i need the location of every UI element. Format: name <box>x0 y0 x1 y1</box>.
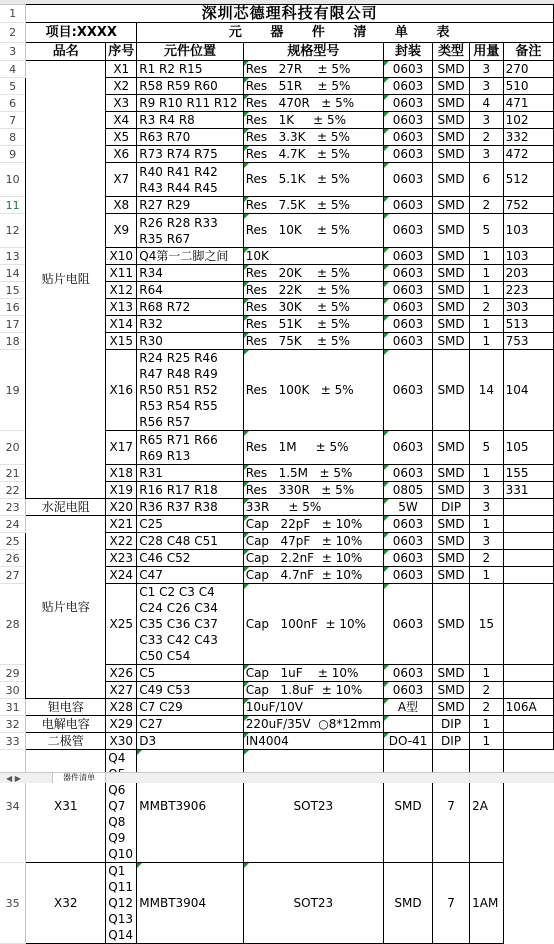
seq-cell[interactable]: X8 <box>106 197 137 214</box>
type-cell[interactable]: SMD <box>433 78 470 95</box>
seq-cell[interactable]: X18 <box>106 465 137 482</box>
note-cell[interactable] <box>503 516 553 533</box>
position-cell[interactable]: R26 R28 R33 R35 R67 <box>137 214 243 248</box>
note-cell[interactable]: 471 <box>503 95 553 112</box>
table-row <box>0 733 554 750</box>
type-cell[interactable]: DIP <box>433 499 470 516</box>
qty-cell[interactable]: 3 <box>470 61 504 78</box>
row-header[interactable]: 1 <box>0 5 26 23</box>
seq-cell[interactable]: X19 <box>106 482 137 499</box>
qty-cell[interactable]: 1 <box>470 733 504 750</box>
note-cell[interactable]: 270 <box>503 61 553 78</box>
package-cell[interactable]: 0603 <box>384 316 433 333</box>
spec-cell[interactable]: Res 1.5M ± 5% <box>243 465 383 482</box>
table-row <box>0 23 554 43</box>
note-cell[interactable] <box>503 550 553 567</box>
position-cell[interactable]: R73 R74 R75 <box>137 146 243 163</box>
package-cell[interactable]: 0603 <box>384 214 433 248</box>
table-row <box>0 61 554 78</box>
spec-cell[interactable]: Res 3.3K ± 5% <box>243 129 383 146</box>
row-header[interactable]: 32 <box>0 716 26 733</box>
qty-cell[interactable]: 1 <box>470 665 504 682</box>
note-cell[interactable]: 303 <box>503 299 553 316</box>
row-header[interactable]: 22 <box>0 482 26 499</box>
position-cell[interactable]: R40 R41 R42 R43 R44 R45 <box>137 163 243 197</box>
position-cell[interactable]: R65 R71 R66 R69 R13 <box>137 431 243 465</box>
qty-cell[interactable]: 2 <box>470 550 504 567</box>
category-cell[interactable]: 贴片电阻 <box>26 61 106 499</box>
type-cell[interactable]: SMD <box>433 112 470 129</box>
seq-cell[interactable]: X31 <box>26 750 106 863</box>
seq-cell[interactable]: X14 <box>106 316 137 333</box>
seq-cell[interactable]: X21 <box>106 516 137 533</box>
type-cell[interactable]: SMD <box>433 350 470 431</box>
table-row <box>0 750 554 863</box>
seq-cell[interactable]: X16 <box>106 350 137 431</box>
type-cell[interactable]: SMD <box>433 299 470 316</box>
sheet-tab[interactable]: 器件清单 <box>52 773 106 783</box>
seq-cell[interactable]: X24 <box>106 567 137 584</box>
qty-cell[interactable]: 7 <box>433 863 470 944</box>
row-header[interactable]: 11 <box>0 197 26 214</box>
header-qty[interactable]: 用量 <box>470 43 504 61</box>
qty-cell[interactable]: 1 <box>470 248 504 265</box>
qty-cell[interactable]: 3 <box>470 482 504 499</box>
position-cell[interactable]: C28 C48 C51 <box>137 533 243 550</box>
position-cell[interactable]: R3 R4 R8 <box>137 112 243 129</box>
qty-cell[interactable]: 3 <box>470 146 504 163</box>
position-cell[interactable]: Q4第一二脚之间 <box>137 248 243 265</box>
spec-cell[interactable]: Cap 100nF ± 10% <box>243 584 383 665</box>
row-header[interactable]: 13 <box>0 248 26 265</box>
seq-cell[interactable]: X17 <box>106 431 137 465</box>
seq-cell[interactable]: X13 <box>106 299 137 316</box>
type-cell[interactable]: SMD <box>384 863 433 944</box>
position-cell[interactable]: R16 R17 R18 <box>137 482 243 499</box>
type-cell[interactable]: SMD <box>433 61 470 78</box>
package-cell[interactable]: 0603 <box>384 112 433 129</box>
position-cell[interactable]: C7 C29 <box>137 699 243 716</box>
type-cell[interactable]: SMD <box>433 516 470 533</box>
row-header[interactable]: 19 <box>0 350 26 431</box>
package-cell[interactable]: 0603 <box>384 95 433 112</box>
seq-cell[interactable]: X7 <box>106 163 137 197</box>
package-cell[interactable]: 0603 <box>384 197 433 214</box>
spec-cell[interactable]: Res 330R ± 5% <box>243 482 383 499</box>
table-row <box>0 499 554 516</box>
qty-cell[interactable]: 2 <box>470 129 504 146</box>
package-cell[interactable]: 5W <box>384 499 433 516</box>
position-cell[interactable]: R27 R29 <box>137 197 243 214</box>
spec-cell[interactable]: Res 10K ± 5% <box>243 214 383 248</box>
position-cell[interactable]: Q4 Q6 Q7 Q8 Q9 Q10 <box>106 750 137 863</box>
type-cell[interactable]: SMD <box>433 197 470 214</box>
type-cell[interactable]: SMD <box>433 682 470 699</box>
row-header[interactable]: 8 <box>0 129 26 146</box>
category-cell[interactable]: 二极管 <box>26 733 106 750</box>
spec-cell[interactable]: 10uF/10V <box>243 699 383 716</box>
spec-cell[interactable]: MMBT3904 <box>137 863 243 944</box>
package-cell[interactable]: 0603 <box>384 78 433 95</box>
note-cell[interactable] <box>503 682 553 699</box>
note-cell[interactable]: 155 <box>503 465 553 482</box>
spec-cell[interactable]: 33R ± 5% <box>243 499 383 516</box>
header-seq[interactable]: 序号 <box>106 43 137 61</box>
spec-cell[interactable]: Res 470R ± 5% <box>243 95 383 112</box>
row-header[interactable]: 9 <box>0 146 26 163</box>
qty-cell[interactable]: 1 <box>470 333 504 350</box>
header-note[interactable]: 备注 <box>503 43 553 61</box>
qty-cell[interactable]: 1 <box>470 516 504 533</box>
position-cell[interactable]: C1 C2 C3 C4 C24 C26 C34 C35 C36 C37 C33 C42 C43 C50 C54 <box>137 584 243 665</box>
row-header[interactable]: 26 <box>0 550 26 567</box>
category-cell[interactable]: 水泥电阻 <box>26 499 106 516</box>
table-row <box>0 863 554 944</box>
qty-cell[interactable]: 2 <box>470 197 504 214</box>
type-cell[interactable]: SMD <box>433 265 470 282</box>
type-cell[interactable]: DIP <box>433 733 470 750</box>
package-cell[interactable]: 0603 <box>384 333 433 350</box>
type-cell[interactable]: SMD <box>433 282 470 299</box>
note-cell[interactable] <box>503 567 553 584</box>
package-cell[interactable]: A型 <box>384 699 433 716</box>
position-cell[interactable]: C46 C52 <box>137 550 243 567</box>
qty-cell[interactable]: 5 <box>470 214 504 248</box>
package-cell[interactable]: 0603 <box>384 282 433 299</box>
table-row <box>0 699 554 716</box>
spec-cell[interactable]: Cap 22pF ± 10% <box>243 516 383 533</box>
note-cell[interactable]: 512 <box>503 163 553 197</box>
note-cell[interactable]: 223 <box>503 282 553 299</box>
qty-cell[interactable]: 3 <box>470 533 504 550</box>
package-cell[interactable]: 0603 <box>384 350 433 431</box>
package-cell[interactable]: 0603 <box>384 431 433 465</box>
qty-cell[interactable]: 15 <box>470 584 504 665</box>
seq-cell[interactable]: X30 <box>106 733 137 750</box>
seq-cell[interactable]: X1 <box>106 61 137 78</box>
package-cell[interactable]: 0603 <box>384 533 433 550</box>
row-header[interactable]: 33 <box>0 733 26 750</box>
package-cell[interactable]: 0603 <box>384 516 433 533</box>
package-cell[interactable] <box>384 716 433 733</box>
qty-cell[interactable]: 1 <box>470 282 504 299</box>
qty-cell[interactable]: 4 <box>470 95 504 112</box>
note-cell[interactable]: 331 <box>503 482 553 499</box>
row-header[interactable]: 21 <box>0 465 26 482</box>
spec-cell[interactable]: Cap 4.7nF ± 10% <box>243 567 383 584</box>
type-cell[interactable]: SMD <box>433 584 470 665</box>
position-cell[interactable]: C27 <box>137 716 243 733</box>
seq-cell[interactable]: X27 <box>106 682 137 699</box>
position-cell[interactable]: R34 <box>137 265 243 282</box>
row-header[interactable]: 5 <box>0 78 26 95</box>
package-cell[interactable]: 0603 <box>384 665 433 682</box>
note-cell[interactable] <box>503 665 553 682</box>
note-cell[interactable]: 103 <box>503 214 553 248</box>
spec-cell[interactable]: Cap 1.8uF ± 10% <box>243 682 383 699</box>
row-header[interactable]: 25 <box>0 533 26 550</box>
note-cell[interactable]: 513 <box>503 316 553 333</box>
qty-cell[interactable]: 1 <box>470 316 504 333</box>
note-cell[interactable] <box>503 499 553 516</box>
category-cell[interactable]: 贴片电容 <box>26 516 106 699</box>
seq-cell[interactable]: X29 <box>106 716 137 733</box>
spec-cell[interactable]: Res 75K ± 5% <box>243 333 383 350</box>
package-cell[interactable]: 0603 <box>384 265 433 282</box>
type-cell[interactable]: SMD <box>433 146 470 163</box>
spec-cell[interactable]: 10K <box>243 248 383 265</box>
qty-cell[interactable]: 2 <box>470 699 504 716</box>
header-pos[interactable]: 元件位置 <box>137 43 243 61</box>
spec-cell[interactable]: Res 7.5K ± 5% <box>243 197 383 214</box>
seq-cell[interactable]: X9 <box>106 214 137 248</box>
package-cell[interactable]: SOT23 <box>243 863 383 944</box>
row-header[interactable]: 31 <box>0 699 26 716</box>
spec-cell[interactable]: Res 100K ± 5% <box>243 350 383 431</box>
note-cell[interactable]: 103 <box>503 248 553 265</box>
package-cell[interactable]: 0603 <box>384 465 433 482</box>
position-cell[interactable]: R24 R25 R46 R47 R48 R49 R50 R51 R52 R53 R54 R55 R56 R57 <box>137 350 243 431</box>
type-cell[interactable]: SMD <box>433 550 470 567</box>
note-cell[interactable]: 510 <box>503 78 553 95</box>
package-cell[interactable]: 0603 <box>384 163 433 197</box>
row-header[interactable]: 7 <box>0 112 26 129</box>
header-type[interactable]: 类型 <box>433 43 470 61</box>
row-header[interactable]: 18 <box>0 333 26 350</box>
note-cell[interactable] <box>503 584 553 665</box>
seq-cell[interactable]: X20 <box>106 499 137 516</box>
note-cell[interactable]: 472 <box>503 146 553 163</box>
spec-cell[interactable]: IN4004 <box>243 733 383 750</box>
spec-cell[interactable]: Res 27R ± 5% <box>243 61 383 78</box>
seq-cell[interactable]: X11 <box>106 265 137 282</box>
spec-cell[interactable]: Cap 2.2nF ± 10% <box>243 550 383 567</box>
seq-cell[interactable]: X4 <box>106 112 137 129</box>
type-cell[interactable]: SMD <box>433 665 470 682</box>
type-cell[interactable]: SMD <box>433 431 470 465</box>
row-header[interactable]: 2 <box>0 23 26 43</box>
seq-cell[interactable]: X15 <box>106 333 137 350</box>
row-header[interactable]: 24 <box>0 516 26 533</box>
row-header[interactable]: 14 <box>0 265 26 282</box>
spec-cell[interactable]: Res 1M ± 5% <box>243 431 383 465</box>
seq-cell[interactable]: X6 <box>106 146 137 163</box>
seq-cell[interactable]: X25 <box>106 584 137 665</box>
seq-cell[interactable]: X2 <box>106 78 137 95</box>
row-header[interactable]: 35 <box>0 863 26 944</box>
position-cell[interactable]: R1 R2 R15 <box>137 61 243 78</box>
position-cell[interactable]: R32 <box>137 316 243 333</box>
seq-cell[interactable]: X22 <box>106 533 137 550</box>
spec-cell[interactable]: Res 4.7K ± 5% <box>243 146 383 163</box>
spec-cell[interactable]: Cap 1uF ± 10% <box>243 665 383 682</box>
row-header[interactable]: 20 <box>0 431 26 465</box>
position-cell[interactable]: R30 <box>137 333 243 350</box>
position-cell[interactable]: D3 <box>137 733 243 750</box>
spec-cell[interactable]: MMBT3906 <box>137 750 243 863</box>
type-cell[interactable]: SMD <box>433 567 470 584</box>
package-cell[interactable]: 0603 <box>384 584 433 665</box>
table-row <box>0 516 554 533</box>
note-cell[interactable]: 1AM <box>470 863 504 944</box>
category-cell[interactable]: 电解电容 <box>26 716 106 733</box>
note-cell[interactable]: 2A <box>470 750 504 863</box>
package-cell[interactable]: 0603 <box>384 299 433 316</box>
position-cell[interactable]: R63 R70 <box>137 129 243 146</box>
project-label[interactable]: 项目:XXXX <box>26 23 137 43</box>
row-header[interactable]: 30 <box>0 682 26 699</box>
row-header[interactable]: 15 <box>0 282 26 299</box>
category-cell[interactable]: 钽电容 <box>26 699 106 716</box>
package-cell[interactable]: 0603 <box>384 550 433 567</box>
type-cell[interactable]: DIP <box>433 716 470 733</box>
table-row <box>0 5 554 23</box>
row-header[interactable]: 17 <box>0 316 26 333</box>
qty-cell[interactable]: 5 <box>470 431 504 465</box>
position-cell[interactable]: R68 R72 <box>137 299 243 316</box>
package-cell[interactable]: 0603 <box>384 129 433 146</box>
qty-cell[interactable]: 1 <box>470 567 504 584</box>
position-cell[interactable]: R58 R59 R60 <box>137 78 243 95</box>
seq-cell[interactable]: X5 <box>106 129 137 146</box>
spec-cell[interactable]: Res 22K ± 5% <box>243 282 383 299</box>
type-cell[interactable]: SMD <box>433 533 470 550</box>
position-cell[interactable]: R36 R37 R38 <box>137 499 243 516</box>
table-row <box>0 43 554 61</box>
header-spec[interactable]: 规格型号 <box>243 43 383 61</box>
spec-cell[interactable]: Res 5.1K ± 5% <box>243 163 383 197</box>
bom-table <box>0 4 554 944</box>
company-title[interactable]: 深圳芯德理科技有限公司 <box>26 5 554 23</box>
spec-cell[interactable]: Res 30K ± 5% <box>243 299 383 316</box>
type-cell[interactable]: SMD <box>433 163 470 197</box>
package-cell[interactable]: 0603 <box>384 61 433 78</box>
type-cell[interactable]: SMD <box>433 699 470 716</box>
position-cell[interactable]: R9 R10 R11 R12 <box>137 95 243 112</box>
table-row <box>0 716 554 733</box>
qty-cell[interactable]: 6 <box>470 163 504 197</box>
row-header[interactable]: 34 <box>0 750 26 863</box>
package-cell[interactable]: DO-41 <box>384 733 433 750</box>
spec-cell[interactable]: Res 51R ± 5% <box>243 78 383 95</box>
row-header[interactable]: 27 <box>0 567 26 584</box>
table-title[interactable]: 元 器 件 清 单 表 <box>137 23 554 43</box>
row-header[interactable]: 23 <box>0 499 26 516</box>
type-cell[interactable]: SMD <box>433 333 470 350</box>
position-cell[interactable]: R64 <box>137 282 243 299</box>
package-cell[interactable]: 0603 <box>384 146 433 163</box>
note-cell[interactable] <box>503 733 553 750</box>
qty-cell[interactable]: 3 <box>470 499 504 516</box>
position-cell[interactable]: R31 <box>137 465 243 482</box>
position-cell[interactable]: C47 <box>137 567 243 584</box>
qty-cell[interactable]: 3 <box>470 112 504 129</box>
row-header[interactable]: 29 <box>0 665 26 682</box>
header-pkg[interactable]: 封装 <box>384 43 433 61</box>
type-cell[interactable]: SMD <box>433 482 470 499</box>
type-cell[interactable]: SMD <box>433 248 470 265</box>
spec-cell[interactable]: 220uF/35V ○8*12mm <box>243 716 383 733</box>
note-cell[interactable]: 106A <box>503 699 553 716</box>
package-cell[interactable]: 0805 <box>384 482 433 499</box>
package-cell[interactable]: 0603 <box>384 567 433 584</box>
spec-cell[interactable]: Res 20K ± 5% <box>243 265 383 282</box>
type-cell[interactable]: SMD <box>433 316 470 333</box>
sheet-tab-bar <box>0 772 554 783</box>
seq-cell[interactable]: X3 <box>106 95 137 112</box>
type-cell[interactable]: SMD <box>433 129 470 146</box>
type-cell[interactable]: SMD <box>433 465 470 482</box>
qty-cell[interactable]: 2 <box>470 299 504 316</box>
row-header[interactable]: 4 <box>0 61 26 78</box>
qty-cell[interactable]: 1 <box>470 465 504 482</box>
seq-cell[interactable]: X28 <box>106 699 137 716</box>
seq-cell[interactable]: X12 <box>106 282 137 299</box>
sheet-nav-arrows-icon[interactable]: ◀ ▶ <box>6 774 21 783</box>
row-header[interactable]: 16 <box>0 299 26 316</box>
spec-cell[interactable]: Cap 47pF ± 10% <box>243 533 383 550</box>
package-cell[interactable]: 0603 <box>384 682 433 699</box>
type-cell[interactable]: SMD <box>433 214 470 248</box>
note-cell[interactable] <box>503 533 553 550</box>
row-header[interactable]: 6 <box>0 95 26 112</box>
position-cell[interactable]: Q1 Q11 Q12 Q13 Q14 <box>106 863 137 944</box>
note-cell[interactable]: 332 <box>503 129 553 146</box>
qty-cell[interactable]: 2 <box>470 682 504 699</box>
seq-cell[interactable]: X10 <box>106 248 137 265</box>
qty-cell[interactable]: 7 <box>433 750 470 863</box>
note-cell[interactable]: 102 <box>503 112 553 129</box>
spec-cell[interactable]: Res 51K ± 5% <box>243 316 383 333</box>
seq-cell[interactable]: X26 <box>106 665 137 682</box>
type-cell[interactable]: SMD <box>433 95 470 112</box>
qty-cell[interactable]: 14 <box>470 350 504 431</box>
qty-cell[interactable]: 1 <box>470 265 504 282</box>
package-cell[interactable]: 0603 <box>384 248 433 265</box>
header-name[interactable]: 品名 <box>26 43 106 61</box>
row-header[interactable]: 12 <box>0 214 26 248</box>
package-cell[interactable]: SOT23 <box>243 750 383 863</box>
note-cell[interactable]: 203 <box>503 265 553 282</box>
note-cell[interactable]: 753 <box>503 333 553 350</box>
row-header[interactable]: 10 <box>0 163 26 197</box>
position-cell[interactable]: C5 <box>137 665 243 682</box>
qty-cell[interactable]: 1 <box>470 716 504 733</box>
position-cell[interactable]: C49 C53 <box>137 682 243 699</box>
note-cell[interactable] <box>503 716 553 733</box>
position-cell[interactable]: C25 <box>137 516 243 533</box>
note-cell[interactable]: 105 <box>503 431 553 465</box>
row-header[interactable]: 3 <box>0 43 26 61</box>
note-cell[interactable]: 104 <box>503 350 553 431</box>
qty-cell[interactable]: 3 <box>470 78 504 95</box>
type-cell[interactable]: SMD <box>384 750 433 863</box>
spec-cell[interactable]: Res 1K ± 5% <box>243 112 383 129</box>
note-cell[interactable]: 752 <box>503 197 553 214</box>
seq-cell[interactable]: X32 <box>26 863 106 944</box>
seq-cell[interactable]: X23 <box>106 550 137 567</box>
row-header[interactable]: 28 <box>0 584 26 665</box>
